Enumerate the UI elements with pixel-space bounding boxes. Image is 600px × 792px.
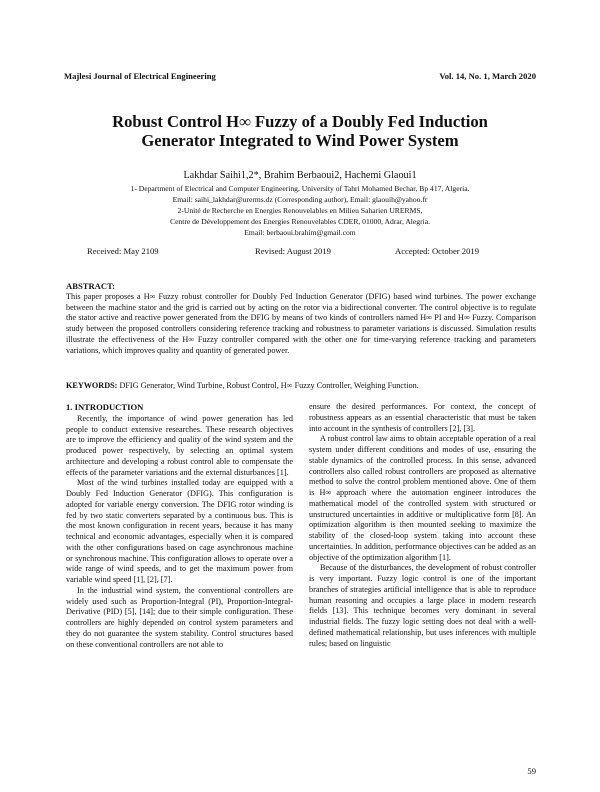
page-number: 59 bbox=[527, 766, 536, 776]
keywords-text: DFIG Generator, Wind Turbine, Robust Control, H∞ Fuzzy Controller, Weighing Function. bbox=[119, 381, 419, 390]
affiliation-2: 2-Unité de Recherche en Energies Renouvelables en Milieu Saharien URERMS, bbox=[177, 206, 423, 215]
right-column bbox=[309, 402, 536, 649]
title-line-1: Robust Control H∞ Fuzzy of a Doubly Fed Induction bbox=[112, 112, 488, 131]
left-column bbox=[66, 402, 293, 650]
keywords bbox=[66, 381, 536, 390]
volume-info: Vol. 14, No. 1, March 2020 bbox=[439, 71, 536, 81]
title-line-2: Generator Integrated to Wind Power System bbox=[141, 131, 459, 150]
paragraph: Recently, the importance of wind power generation has led people to conduct extensive researches. These research objectives are to improve the efficiency and quality of the wind system and the produced power respectively, by selecting an optimal system architecture and developing a robust control able to compensate the effects of the parameter variations and the external disturbances [1]. bbox=[66, 413, 293, 477]
accepted-date: Accepted: October 2019 bbox=[395, 246, 479, 256]
journal-name: Majlesi Journal of Electrical Engineering bbox=[64, 71, 216, 81]
affiliation-1-email: Email: saihi_lakhdar@urerms.dz (Corresponding author), Email: glaouih@yahoo.fr bbox=[172, 195, 428, 204]
paper-title bbox=[60, 112, 540, 150]
author-list: Lakhdar Saihi1,2*, Brahim Berbaoui2, Hachemi Glaoui1 bbox=[183, 170, 417, 181]
affiliation-1: 1- Department of Electrical and Computer Engineering, University of Tahri Mohamed Bechar, Bp 417, Algeria. bbox=[130, 184, 470, 193]
paragraph: Most of the wind turbines installed today are equipped with a Doubly Fed Induction Generator (DFIG). This configuration is adopted for variable energy conversion. The DFIG rotor winding is fed by two static converters separated by a continuous bus. This is the most known configuration in recent years, because it has many technical and economic advantages, especially when it is compared with the other configurations based on cage asynchronous machine or synchronous machine. This configuration allows to operate over a wide range of wind speeds, and to get the maximum power from variable wind speed [1], [2], [7]. bbox=[66, 478, 293, 584]
abstract-text: This paper proposes a H∞ Fuzzy robust controller for Doubly Fed Induction Generator (DFIG) based wind turbines. The power exchange between the machine stator and the grid is carried out by acting on the rotor via a bidirectional converter. The control objective is to regulate the stator active and reactive power generated from the DFIG by means of two kinds of controllers named H∞ PI and H∞ Fuzzy. Comparison study between the proposed controllers considering reference tracking and robustness to parameter variations is discussed. Simulation results illustrate the effectiveness of the H∞ Fuzzy controller compared with the other one for time-varying reference tracking and parameters variations, which improves quality and quantity of generated power. bbox=[66, 292, 536, 355]
section-heading: 1. INTRODUCTION bbox=[66, 402, 144, 412]
received-date: Received: May 2109 bbox=[87, 246, 159, 256]
abstract-heading: ABSTRACT: bbox=[66, 281, 116, 291]
paragraph: ensure the desired performances. For context, the concept of robustness appears as an essential characteristic that must be taken into account in the synthesis of controllers [2], [3]. bbox=[309, 402, 536, 433]
paragraph: A robust control law aims to obtain acceptable operation of a real system under different conditions and modes of use, ensuring the stable dynamics of the controlled process. In this sense, advanced controllers also called robust controllers are proposed as alternative method to solve the control problem mentioned above. One of them is H∞ approach where the automation engineer introduces the mathematical model of the controlled system with structured or unstructured uncertainties in additive or multiplicative form [8]. An optimization algorithm is then mounted seeking to maximize the stability of the closed-loop system taking into account these uncertainties. In addition, performance objectives can be added as an objective of the optimization algorithm [1]. bbox=[309, 434, 536, 562]
affiliation-2-email: Email: berbaoui.brahim@gmail.com bbox=[244, 228, 356, 237]
affiliation-2-center: Centre de Développement des Energies Renouvelables CDER, 01000, Adrar, Alegria. bbox=[170, 217, 430, 226]
paragraph: In the industrial wind system, the conventional controllers are widely used such as Proportion-Integral (PI), Proportion-Integral-Derivative (PID) [5], [14]; due to their simple configuration. These controllers are highly depended on control system parameters and they do not guarantee the system stability. Control structures based on these conventional controllers are not able to bbox=[66, 585, 293, 649]
revised-date: Revised: August 2019 bbox=[255, 246, 331, 256]
paragraph: Because of the disturbances, the development of robust controller is very important. Fuzzy logic control is one of the important branches of strategies artificial intelligence that is able to reproduce human reasoning and occupies a large place in modern research fields [13]. This technique becomes very dominant in several industrial fields. The fuzzy logic setting does not deal with a well-defined mathematical relationship, but uses inferences with multiple rules; based on linguistic bbox=[309, 563, 536, 648]
keywords-label: KEYWORDS: bbox=[66, 381, 118, 390]
